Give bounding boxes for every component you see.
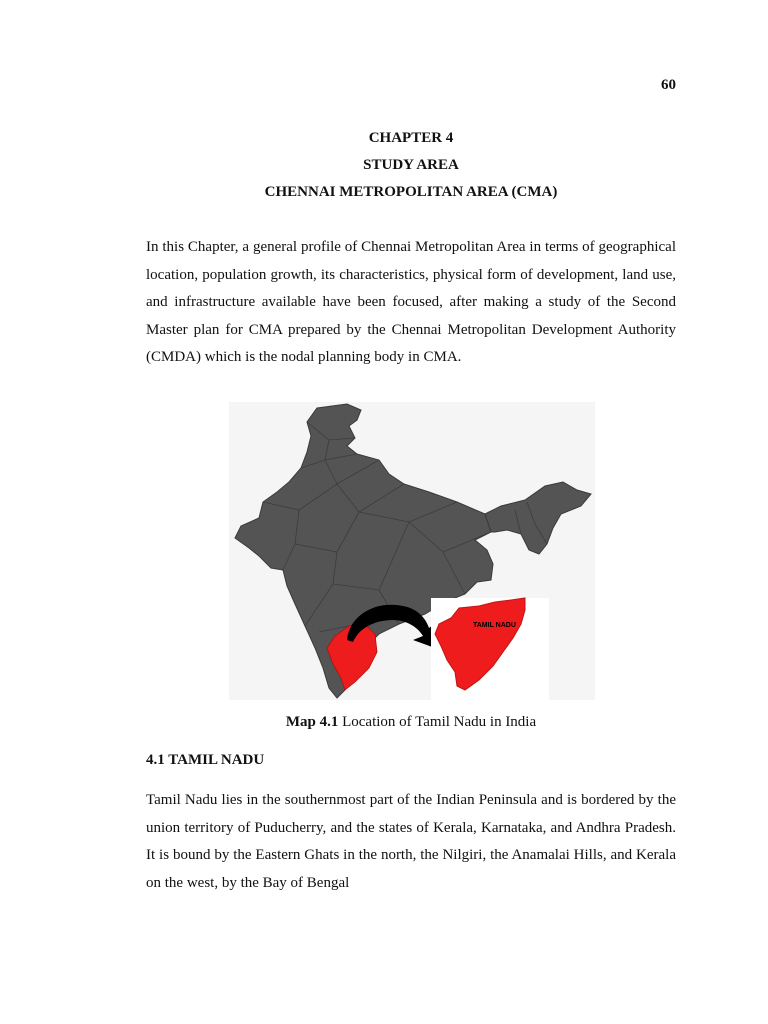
map-caption — [146, 714, 676, 731]
india-map-svg — [229, 402, 595, 700]
chapter-label: CHAPTER 4 — [368, 130, 454, 146]
india-map-figure — [229, 402, 595, 700]
map-caption-number: Map 4.1 — [285, 714, 339, 730]
chapter-title: CHENNAI METROPOLITAN AREA (CMA) — [264, 184, 558, 200]
tamil-nadu-inset-label: TAMIL NADU — [473, 622, 516, 629]
section-paragraph: Tamil Nadu lies in the southernmost part of the Indian Peninsula and is bordered by the union territory of Puducherry, and the states of Kerala, Karnataka, and Andhra Pradesh. It is bound by the Eastern Ghats in the north, the Nilgiri, the Anamalai Hills, and Kerala on the west, by the Bay of Bengal — [146, 792, 676, 891]
section-heading: 4.1 TAMIL NADU — [146, 752, 265, 768]
intro-paragraph: In this Chapter, a general profile of Chennai Metropolitan Area in terms of geographical location, population growth, its characteristics, physical form of development, land use, and infrastructure available have been focused, after making a study of the Second Master plan for CMA prepared by the Chennai Metropolitan Development Authority (CMDA) which is the nodal planning body in CMA. — [146, 239, 676, 366]
map-caption-text: Location of Tamil Nadu in India — [338, 714, 537, 730]
chapter-subtitle: STUDY AREA — [363, 157, 459, 173]
page-number: 60 — [661, 77, 676, 93]
